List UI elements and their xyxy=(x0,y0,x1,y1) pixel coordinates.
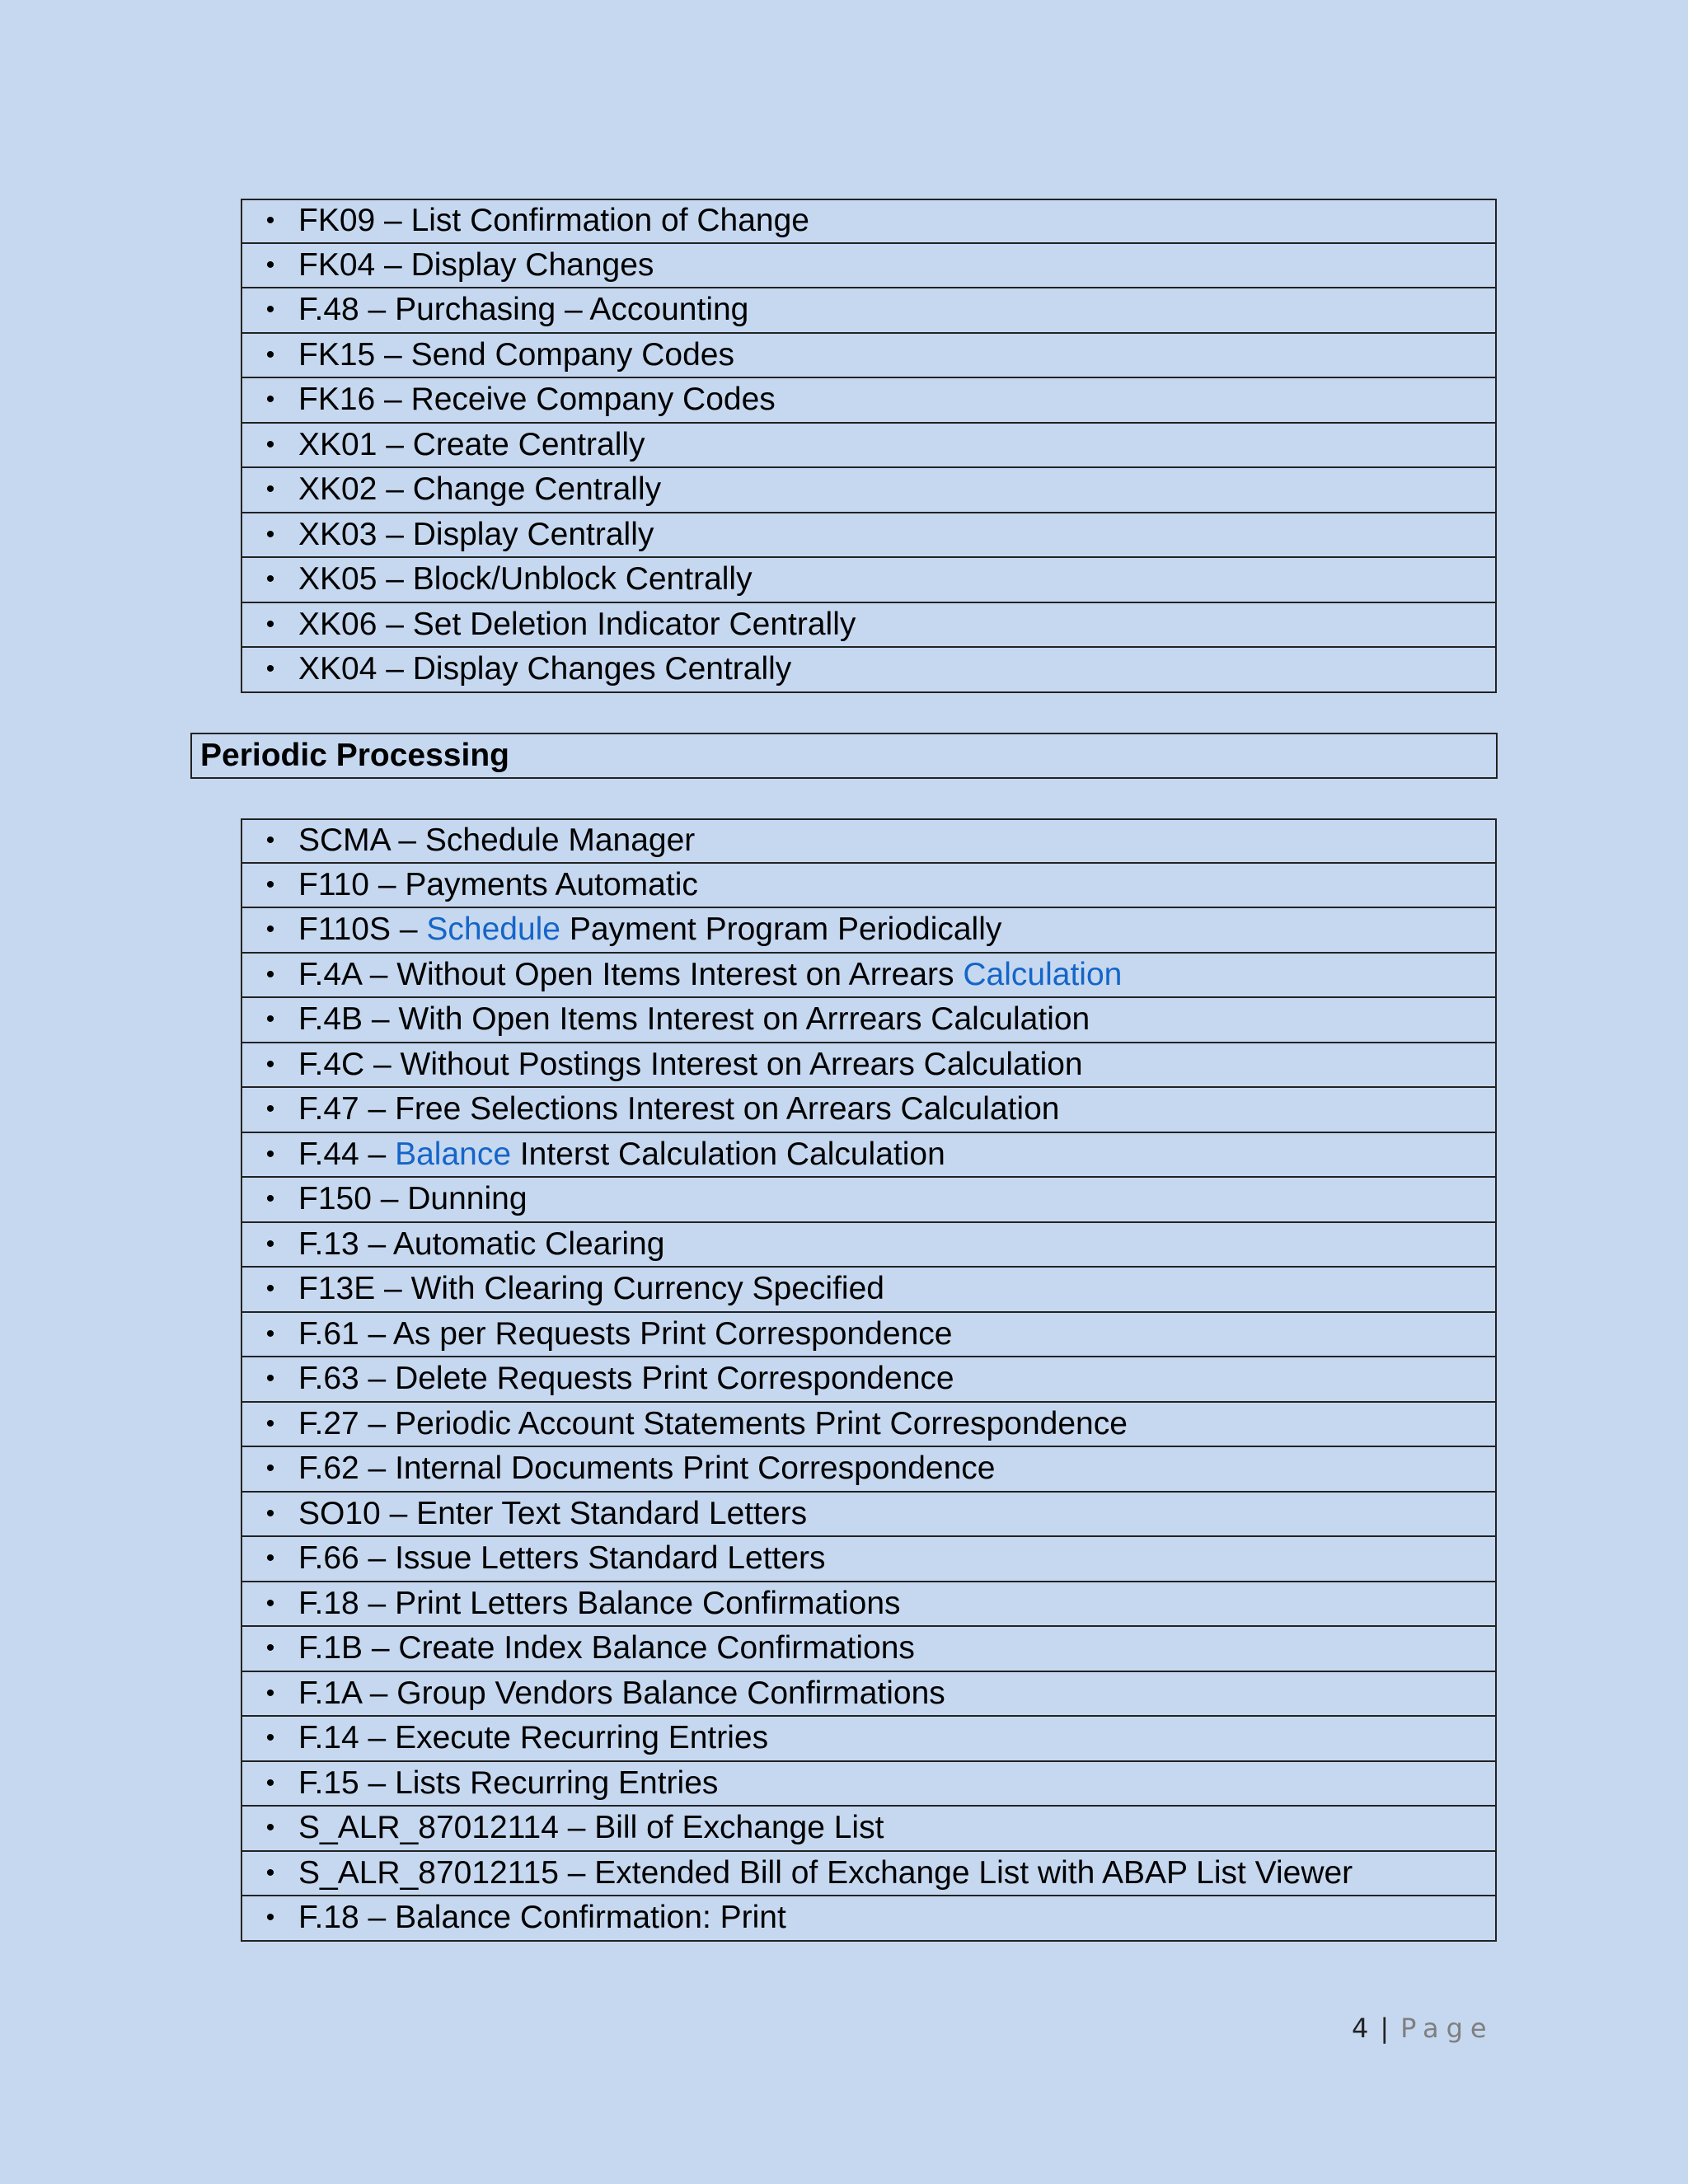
item-text-segment: F.13 – Automatic Clearing xyxy=(298,1226,665,1262)
item-text-segment: Interst Calculation Calculation xyxy=(511,1136,945,1172)
footer-separator: | xyxy=(1380,2013,1390,2044)
bullet-icon: • xyxy=(265,1095,275,1123)
list-item-text xyxy=(298,1226,664,1263)
list-item-text xyxy=(298,1181,528,1217)
item-text-segment: SCMA – Schedule Manager xyxy=(298,823,696,859)
list-item-text xyxy=(298,1720,768,1756)
item-text-segment: F.47 – Free Selections Interest on Arrears Calculation xyxy=(298,1091,1060,1127)
list-item xyxy=(241,1852,1497,1897)
bullet-icon: • xyxy=(265,1769,275,1797)
list-item-text xyxy=(298,1406,1128,1442)
bullet-icon: • xyxy=(265,1679,275,1707)
bullet-icon: • xyxy=(265,1499,275,1527)
bullet-icon: • xyxy=(265,827,275,855)
bullet-icon: • xyxy=(265,1409,275,1437)
item-text-segment: XK01 – Create Centrally xyxy=(298,426,645,462)
highlighted-term[interactable]: Balance xyxy=(395,1136,512,1172)
bullet-icon: • xyxy=(265,207,275,235)
list-item xyxy=(241,334,1497,379)
list-item-text xyxy=(298,1271,884,1307)
list-item-text xyxy=(298,427,645,463)
item-text-segment: XK06 – Set Deletion Indicator Centrally xyxy=(298,606,856,642)
list-item-text xyxy=(298,1675,945,1712)
list-item-text xyxy=(298,1496,807,1532)
item-text-segment: F150 – Dunning xyxy=(298,1181,528,1217)
item-text-segment: XK02 – Change Centrally xyxy=(298,471,662,508)
bullet-icon: • xyxy=(265,1904,275,1932)
list-item-text xyxy=(298,1316,952,1352)
bullet-icon: • xyxy=(265,1365,275,1393)
item-text-segment: F.4A – Without Open Items Interest on Arrears xyxy=(298,956,964,992)
transaction-list-1 xyxy=(241,199,1497,693)
list-item-text xyxy=(298,1586,901,1622)
list-item xyxy=(241,1672,1497,1718)
list-item xyxy=(241,1896,1497,1942)
bullet-icon: • xyxy=(265,1858,275,1886)
list-item xyxy=(241,288,1497,334)
page-number: 4 xyxy=(1352,2013,1369,2044)
list-item-text xyxy=(298,1361,954,1397)
list-item xyxy=(241,818,1497,864)
list-item xyxy=(241,908,1497,954)
item-text-segment: F.15 – Lists Recurring Entries xyxy=(298,1765,719,1801)
list-item xyxy=(241,1357,1497,1403)
list-item xyxy=(241,1178,1497,1223)
list-item-text xyxy=(298,471,661,508)
list-item-text xyxy=(298,607,856,643)
list-item-text xyxy=(298,1900,786,1936)
bullet-icon: • xyxy=(265,1589,275,1617)
item-text-segment: F.63 – Delete Requests Print Correspondence xyxy=(298,1361,954,1397)
item-text-segment: F.1A – Group Vendors Balance Confirmations xyxy=(298,1675,945,1711)
bullet-icon: • xyxy=(265,1319,275,1347)
item-text-segment: F13E – With Clearing Currency Specified xyxy=(298,1271,884,1307)
list-item xyxy=(241,1043,1497,1089)
bullet-icon: • xyxy=(265,1544,275,1572)
bullet-icon: • xyxy=(265,251,275,279)
bullet-icon: • xyxy=(265,1455,275,1483)
item-text-segment: XK03 – Display Centrally xyxy=(298,516,654,552)
list-item-text xyxy=(298,382,776,418)
list-item-text xyxy=(298,1091,1059,1127)
item-text-segment: F110 – Payments Automatic xyxy=(298,866,698,902)
list-item-text xyxy=(298,1765,718,1802)
list-item xyxy=(241,864,1497,909)
item-text-segment: F.14 – Execute Recurring Entries xyxy=(298,1720,769,1756)
item-text-segment: F110S – xyxy=(298,912,427,948)
item-text-segment: F.4C – Without Postings Interest on Arrears Calculation xyxy=(298,1046,1083,1082)
item-text-segment: F.62 – Internal Documents Print Correspondence xyxy=(298,1451,996,1487)
list-item-text xyxy=(298,337,734,373)
bullet-icon: • xyxy=(265,430,275,458)
transaction-list-periodic-processing xyxy=(241,818,1497,1942)
list-item xyxy=(241,244,1497,289)
highlighted-term[interactable]: Calculation xyxy=(963,956,1123,992)
item-text-segment: F.18 – Print Letters Balance Confirmations xyxy=(298,1585,901,1621)
bullet-icon: • xyxy=(265,296,275,324)
list-item-text xyxy=(298,823,695,859)
item-text-segment: FK09 – List Confirmation of Change xyxy=(298,203,810,239)
bullet-icon: • xyxy=(265,916,275,944)
list-item-text xyxy=(298,1451,995,1487)
bullet-icon: • xyxy=(265,520,275,548)
item-text-segment: FK16 – Receive Company Codes xyxy=(298,382,776,418)
list-item-text xyxy=(298,1810,884,1846)
item-text-segment: XK04 – Display Changes Centrally xyxy=(298,651,792,687)
bullet-icon: • xyxy=(265,1275,275,1303)
bullet-icon: • xyxy=(265,1814,275,1842)
item-text-segment: F.48 – Purchasing – Accounting xyxy=(298,292,749,328)
list-item-text xyxy=(298,292,748,328)
list-item xyxy=(241,1807,1497,1852)
item-text-segment: F.27 – Periodic Account Statements Print Correspondence xyxy=(298,1405,1128,1441)
list-item xyxy=(241,513,1497,559)
list-item xyxy=(241,648,1497,693)
list-item xyxy=(241,1268,1497,1313)
bullet-icon: • xyxy=(265,610,275,638)
list-item-text xyxy=(298,203,809,239)
bullet-icon: • xyxy=(265,655,275,683)
list-item-text xyxy=(298,1540,826,1577)
list-item-text xyxy=(298,867,698,903)
item-text-segment: SO10 – Enter Text Standard Letters xyxy=(298,1495,808,1531)
bullet-icon: • xyxy=(265,386,275,414)
list-item xyxy=(241,558,1497,603)
list-item xyxy=(241,378,1497,424)
bullet-icon: • xyxy=(265,565,275,593)
bullet-icon: • xyxy=(265,1724,275,1752)
section-heading-periodic-processing: Periodic Processing xyxy=(190,733,1498,779)
list-item-text xyxy=(298,1855,1353,1891)
list-item xyxy=(241,468,1497,513)
list-item xyxy=(241,1403,1497,1448)
list-item xyxy=(241,1762,1497,1807)
page-footer xyxy=(1352,2013,1494,2044)
bullet-icon: • xyxy=(265,340,275,368)
list-item-text xyxy=(298,651,791,687)
list-item xyxy=(241,1537,1497,1582)
list-item xyxy=(241,1088,1497,1133)
item-text-segment: F.4B – With Open Items Interest on Arrrears Calculation xyxy=(298,1001,1090,1038)
bullet-icon: • xyxy=(265,960,275,988)
highlighted-term[interactable]: Schedule xyxy=(426,912,561,948)
bullet-icon: • xyxy=(265,1050,275,1078)
list-item-text xyxy=(298,1137,945,1173)
item-text-segment: F.18 – Balance Confirmation: Print xyxy=(298,1900,786,1936)
list-item xyxy=(241,1133,1497,1179)
list-item xyxy=(241,603,1497,649)
list-item xyxy=(241,1223,1497,1268)
bullet-icon: • xyxy=(265,1230,275,1258)
item-text-segment: F.44 – xyxy=(298,1136,396,1172)
list-item xyxy=(241,424,1497,469)
list-item xyxy=(241,1313,1497,1358)
list-item-text xyxy=(298,561,753,598)
item-text-segment: S_ALR_87012115 – Extended Bill of Exchange List with ABAP List Viewer xyxy=(298,1854,1353,1891)
bullet-icon: • xyxy=(265,1634,275,1662)
bullet-icon: • xyxy=(265,476,275,504)
list-item-text xyxy=(298,1630,915,1666)
page-label: Page xyxy=(1400,2013,1494,2044)
item-text-segment: S_ALR_87012114 – Bill of Exchange List xyxy=(298,1810,884,1846)
bullet-icon: • xyxy=(265,1185,275,1213)
list-item-text xyxy=(298,247,654,284)
item-text-segment: XK05 – Block/Unblock Centrally xyxy=(298,561,753,598)
item-text-segment: FK04 – Display Changes xyxy=(298,246,654,283)
list-item-text xyxy=(298,1047,1083,1083)
list-item xyxy=(241,199,1497,244)
list-item xyxy=(241,1493,1497,1538)
bullet-icon: • xyxy=(265,1005,275,1033)
list-item xyxy=(241,954,1497,999)
list-item xyxy=(241,1627,1497,1672)
item-text-segment: Payment Program Periodically xyxy=(560,912,1002,948)
list-item xyxy=(241,998,1497,1043)
bullet-icon: • xyxy=(265,870,275,898)
list-item xyxy=(241,1717,1497,1762)
list-item xyxy=(241,1447,1497,1493)
item-text-segment: FK15 – Send Company Codes xyxy=(298,336,734,373)
item-text-segment: F.61 – As per Requests Print Correspondence xyxy=(298,1315,953,1352)
bullet-icon: • xyxy=(265,1140,275,1168)
item-text-segment: F.1B – Create Index Balance Confirmations xyxy=(298,1630,915,1666)
item-text-segment: F.66 – Issue Letters Standard Letters xyxy=(298,1540,826,1577)
list-item-text xyxy=(298,957,1122,993)
list-item xyxy=(241,1582,1497,1628)
list-item-text xyxy=(298,517,654,553)
list-item-text xyxy=(298,912,1001,948)
list-item-text xyxy=(298,1001,1090,1038)
